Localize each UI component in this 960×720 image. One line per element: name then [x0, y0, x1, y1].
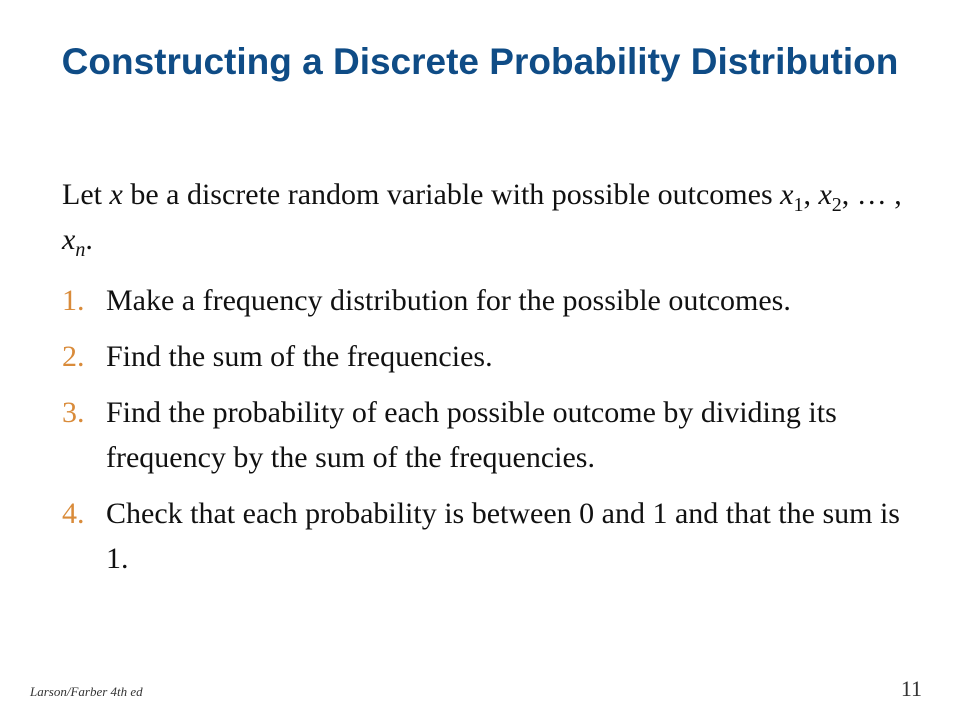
intro-var-x1: x	[780, 178, 794, 211]
step-text: Find the sum of the frequencies.	[106, 340, 493, 373]
intro-sub-n	[75, 239, 85, 261]
intro-text-1: Let	[62, 178, 110, 211]
step-item-4	[62, 491, 922, 581]
step-item-3	[62, 390, 922, 480]
page-number: 11	[900, 676, 922, 701]
intro-sub-n-var: n	[75, 239, 86, 261]
intro-sub-1: 1	[793, 194, 804, 216]
step-text: Make a frequency distribution for the possible outcomes.	[106, 284, 791, 317]
intro-var-xn: x	[62, 223, 76, 256]
intro-sep-2: , … ,	[841, 178, 902, 211]
intro-var-x2: x	[818, 178, 832, 211]
slide-title: Constructing a Discrete Probability Distribution	[61, 41, 899, 82]
step-number: 4.	[62, 497, 85, 530]
footer-credit: Larson/Farber 4th ed	[30, 684, 143, 699]
intro-var-x: x	[109, 178, 123, 211]
step-number: 2.	[62, 340, 85, 373]
intro-sub-2: 2	[831, 194, 842, 216]
step-text: Check that each probability is between 0 and 1 and that the sum is 1.	[106, 497, 900, 575]
step-number: 1.	[62, 284, 85, 317]
steps-list	[62, 278, 922, 592]
intro-text-2: be a discrete random variable with possible outcomes	[122, 178, 781, 211]
intro-paragraph	[62, 172, 902, 262]
intro-end: .	[85, 223, 93, 256]
step-item-1	[62, 278, 922, 323]
intro-sep-1: ,	[803, 178, 819, 211]
step-item-2	[62, 334, 922, 379]
step-number: 3.	[62, 396, 85, 429]
step-text: Find the probability of each possible outcome by dividing its frequency by the sum of the frequencies.	[106, 396, 837, 474]
